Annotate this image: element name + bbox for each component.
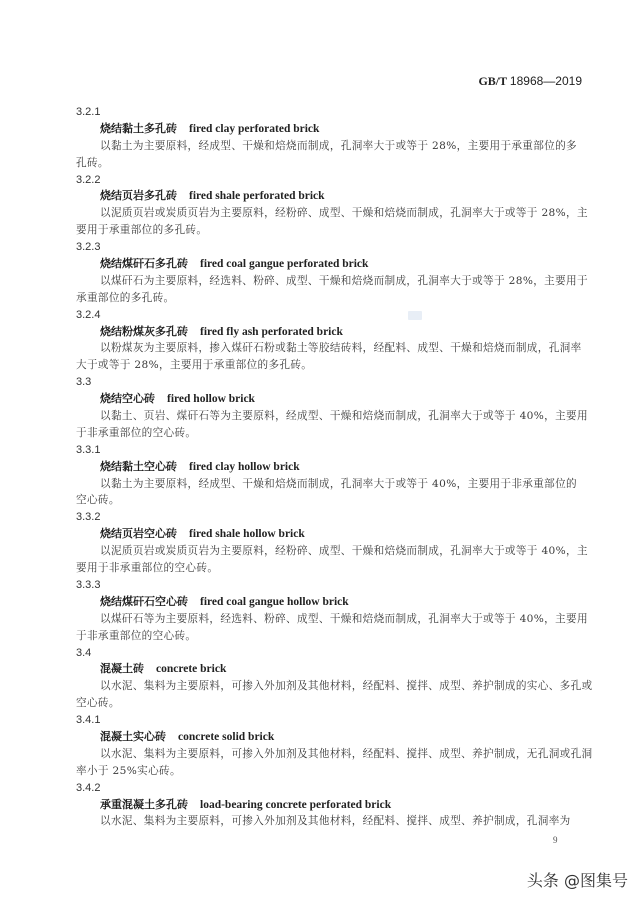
term-en: fired shale hollow brick	[189, 528, 305, 541]
clause-number: 3.4.2	[76, 781, 101, 794]
term-heading	[76, 324, 576, 341]
definition-text: 以黏土为主要原料，经成型、干燥和焙烧而制成，孔洞率大于或等于 28%，主要用于承重部位的多	[100, 139, 578, 152]
term-cn: 烧结页岩多孔砖	[100, 189, 177, 203]
definition-text: 于非承重部位的空心砖。	[76, 426, 197, 439]
term-en: concrete brick	[156, 663, 227, 676]
definition-text: 以煤矸石等为主要原料，经选料、粉碎、成型、干燥和焙烧而制成，孔洞率大于或等于 40%，主要用	[100, 612, 588, 625]
term-cn: 烧结页岩空心砖	[100, 527, 177, 541]
term-en: fired coal gangue hollow brick	[200, 595, 349, 608]
page-number: 9	[553, 835, 558, 845]
clause-number: 3.2.2	[76, 173, 101, 186]
document-body	[76, 104, 593, 830]
term-en: concrete solid brick	[178, 730, 275, 743]
term-heading	[76, 391, 576, 408]
definition-text: 空心砖。	[76, 494, 120, 507]
definition-text: 率小于 25%实心砖。	[76, 764, 181, 777]
definition-text: 空心砖。	[76, 697, 120, 710]
clause-number: 3.3.2	[76, 511, 101, 524]
term-heading	[76, 121, 576, 138]
definition-text: 以泥质页岩或炭质页岩为主要原料，经粉碎、成型、干燥和焙烧而制成，孔洞率大于或等于 28%，主	[100, 207, 588, 220]
definition-text: 以粉煤灰为主要原料，掺入煤矸石粉或黏土等胶结砖料，经配料、成型、干燥和焙烧而制成，孔洞率	[100, 342, 582, 355]
clause-number: 3.3.3	[76, 578, 101, 591]
term-en: fired fly ash perforated brick	[200, 325, 343, 338]
definition-text: 以煤矸石为主要原料，经选料、粉碎、成型、干燥和焙烧而制成，孔洞率大于或等于 28%，主要用于	[100, 274, 588, 287]
definition-text: 承重部位的多孔砖。	[76, 291, 175, 304]
term-en: fired hollow brick	[167, 393, 255, 406]
definition-text: 以黏土、页岩、煤矸石等为主要原料，经成型、干燥和焙烧而制成，孔洞率大于或等于 40%，主要用	[100, 410, 588, 423]
term-cn: 混凝土实心砖	[100, 729, 166, 743]
standard-prefix: GB/T	[478, 74, 507, 88]
term-heading	[76, 797, 576, 814]
clause-number: 3.2.4	[76, 308, 101, 321]
term-heading	[76, 459, 576, 476]
standard-header	[478, 74, 582, 89]
definition-text: 要用于非承重部位的空心砖。	[76, 562, 219, 575]
term-en: load-bearing concrete perforated brick	[200, 798, 392, 811]
term-en: fired shale perforated brick	[189, 190, 325, 203]
definition-text: 以黏土为主要原料，经成型、干燥和焙烧而制成，孔洞率大于或等于 40%，主要用于非承重部位的	[100, 477, 578, 490]
watermark-text: 头条 @图集号	[526, 871, 628, 890]
clause-number: 3.3.1	[76, 443, 101, 456]
term-heading	[76, 729, 576, 746]
term-en: fired clay perforated brick	[189, 122, 320, 135]
term-cn: 烧结黏土空心砖	[100, 459, 177, 473]
term-heading	[76, 256, 576, 273]
term-cn: 烧结空心砖	[100, 392, 155, 406]
term-cn: 烧结煤矸石多孔砖	[100, 257, 188, 271]
term-cn: 烧结粉煤灰多孔砖	[100, 324, 188, 338]
definition-text: 要用于承重部位的多孔砖。	[76, 224, 208, 237]
term-cn: 烧结煤矸石空心砖	[100, 594, 188, 608]
term-en: fired clay hollow brick	[189, 460, 300, 473]
term-cn: 烧结黏土多孔砖	[100, 121, 177, 135]
clause-number: 3.2.3	[76, 241, 101, 254]
definition-text: 于非承重部位的空心砖。	[76, 629, 197, 642]
definition-text: 以水泥、集料为主要原料，可掺入外加剂及其他材料，经配料、搅拌、成型、养护制成，无孔洞或孔洞	[100, 747, 593, 760]
clause-number: 3.2.1	[76, 106, 101, 118]
definition-text: 以泥质页岩或炭质页岩为主要原料，经粉碎、成型、干燥和焙烧而制成，孔洞率大于或等于 40%，主	[100, 545, 588, 558]
definition-text: 孔砖。	[76, 156, 109, 169]
term-heading	[76, 661, 576, 678]
term-heading	[76, 526, 576, 543]
clause-number: 3.4.1	[76, 714, 101, 727]
term-heading	[76, 188, 576, 205]
term-cn: 承重混凝土多孔砖	[100, 797, 188, 811]
definition-text: 以水泥、集料为主要原料，可掺入外加剂及其他材料，经配料、搅拌、成型、养护制成的实心、多孔或	[100, 680, 593, 693]
clause-number: 3.3	[76, 376, 92, 389]
definition-text: 大于或等于 28%，主要用于承重部位的多孔砖。	[76, 359, 313, 372]
standard-number: 18968—2019	[509, 74, 582, 88]
clause-number: 3.4	[76, 646, 92, 659]
term-en: fired coal gangue perforated brick	[200, 258, 369, 271]
term-cn: 混凝土砖	[100, 662, 144, 676]
term-heading	[76, 594, 576, 611]
definition-text: 以水泥、集料为主要原料，可掺入外加剂及其他材料，经配料、搅拌、成型、养护制成，孔洞率为	[100, 815, 571, 828]
